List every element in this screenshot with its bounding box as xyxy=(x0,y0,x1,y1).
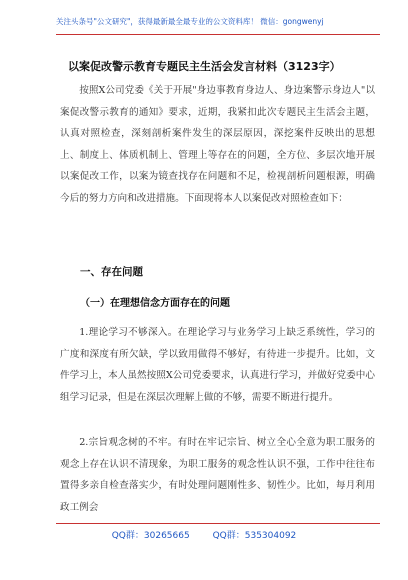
paragraph-theory-study: 1.理论学习不够深入。在理论学习与业务学习上缺乏系统性，学习的广度和深度有所欠缺，学以致用做得不够好，有待进一步提升。比如，文件学习上，本人虽然按照X公司党委要求，认真进行学习，并做好党委中心组学习记录，但是在深层次理解上做的不够，需要不断进行提升。 xyxy=(60,327,375,403)
header-divider xyxy=(56,34,380,35)
footer-qq-group-2: QQ群：535304092 xyxy=(212,531,297,541)
document-title: 以案促改警示教育专题民主生活会发言材料（3123字） xyxy=(68,60,341,73)
footer-qq-group-1: QQ群：30265665 xyxy=(111,531,190,541)
intro-paragraph: 按照X公司党委《关于开展"身边事教育身边人、身边案警示身边人"以案促改警示教育的通知》要求，近期，我紧扣此次专题民主生活会主题，认真对照检查，深刻剖析案件发生的深层原因，深挖案件反映出的思想上、制度上、体质机制上、管理上等存在的问题，全方位、多层次地开展以案促改工作，以案为镜查找存在问题和不足，检视剖析问题根源，明确今后的努力方向和改进措施。下面现将本人以案促改对照检查如下： xyxy=(60,85,375,204)
paragraph-purpose-concept: 2.宗旨观念树的不牢。有时在牢记宗旨、树立全心全意为职工服务的观念上存在认识不清现象，为职工服务的观念性认识不强，工作中往往布置得多亲自检查落实少，有时处理问题刚性多、韧性少。比如，每月利用政工例会 xyxy=(60,437,375,513)
header-banner: 关注头条号"公文研究"，获得最新最全最专业的公文资料库！ 微信：gongwenyj xyxy=(56,17,324,26)
footer xyxy=(0,528,408,541)
footer-divider xyxy=(56,523,380,524)
subsection-heading-ideals: （一）在理想信念方面存在的问题 xyxy=(80,298,230,309)
section-heading-problems: 一、存在问题 xyxy=(80,266,143,278)
